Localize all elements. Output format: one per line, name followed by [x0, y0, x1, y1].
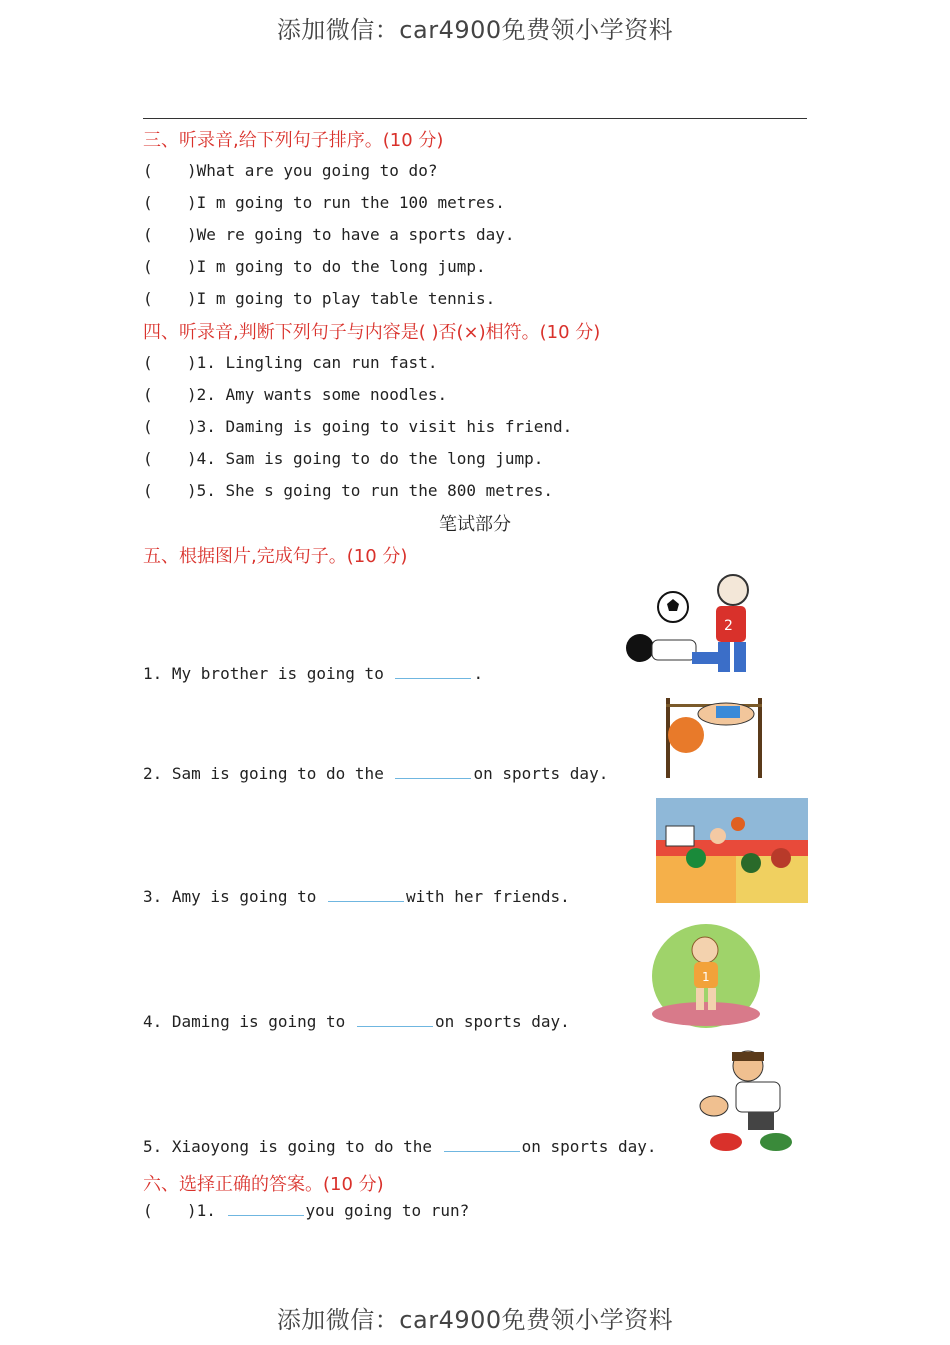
section3-item-5: ( )I m going to play table tennis.: [143, 289, 496, 308]
answer-blank[interactable]: [328, 887, 404, 902]
svg-text:1: 1: [702, 970, 710, 984]
section6-title: 六、选择正确的答案。(10 分): [143, 1174, 384, 1195]
section3-item-1: ( )What are you going to do?: [143, 161, 438, 180]
section5-title: 五、根据图片,完成句子。(10 分): [143, 546, 408, 567]
answer-blank[interactable]: [395, 764, 471, 779]
section5-item-4: 4. Daming is going to on sports day.: [143, 1012, 570, 1031]
answer-paren[interactable]: (: [143, 481, 153, 500]
section4-item-1: ( )1. Lingling can run fast.: [143, 353, 438, 372]
section6-item-1: ( )1. you going to run?: [143, 1201, 470, 1220]
section5-item-2: 2. Sam is going to do the on sports day.: [143, 764, 609, 783]
runner-illustration: [650, 922, 762, 1030]
answer-blank[interactable]: [357, 1012, 433, 1027]
answer-paren[interactable]: (: [143, 257, 153, 276]
answer-paren[interactable]: (: [143, 289, 153, 308]
section5-item-3: 3. Amy is going to with her friends.: [143, 887, 570, 906]
section4-title: 四、听录音,判断下列句子与内容是( )否(×)相符。(10 分): [143, 322, 601, 343]
section3-item-2: ( )I m going to run the 100 metres.: [143, 193, 505, 212]
football-players-illustration: [618, 570, 768, 682]
answer-paren[interactable]: (: [143, 417, 153, 436]
section3-item-4: ( )I m going to do the long jump.: [143, 257, 486, 276]
answer-paren[interactable]: (: [143, 193, 153, 212]
svg-text:2: 2: [724, 618, 733, 634]
answer-paren[interactable]: (: [143, 449, 153, 468]
answer-blank[interactable]: [228, 1201, 304, 1216]
answer-paren[interactable]: (: [143, 1201, 153, 1220]
faint-subtitle: [0, 40, 950, 54]
header-rule: [143, 118, 807, 119]
answer-paren[interactable]: (: [143, 385, 153, 404]
answer-blank[interactable]: [395, 664, 471, 679]
section4-item-4: ( )4. Sam is going to do the long jump.: [143, 449, 544, 468]
answer-paren[interactable]: (: [143, 225, 153, 244]
basketball-court-illustration: [656, 798, 808, 903]
section5-item-5: 5. Xiaoyong is going to do the on sports day.: [143, 1137, 657, 1156]
section3-item-3: ( )We re going to have a sports day.: [143, 225, 515, 244]
answer-blank[interactable]: [444, 1137, 520, 1152]
section5-item-1: 1. My brother is going to .: [143, 664, 484, 683]
section4-item-2: ( )2. Amy wants some noodles.: [143, 385, 448, 404]
section4-item-5: ( )5. She s going to run the 800 metres.: [143, 481, 554, 500]
written-part-title: 笔试部分: [439, 514, 511, 535]
answer-paren[interactable]: (: [143, 161, 153, 180]
high-jump-illustration: [656, 690, 776, 782]
section4-item-3: ( )3. Daming is going to visit his friend.: [143, 417, 573, 436]
answer-paren[interactable]: (: [143, 353, 153, 372]
footer-banner: 添加微信：car4900免费领小学资料: [276, 1306, 674, 1334]
header-banner: 添加微信：car4900免费领小学资料: [276, 16, 674, 44]
section3-title: 三、听录音,给下列句子排序。(10 分): [143, 130, 444, 151]
sprinter-start-illustration: [696, 1046, 808, 1154]
